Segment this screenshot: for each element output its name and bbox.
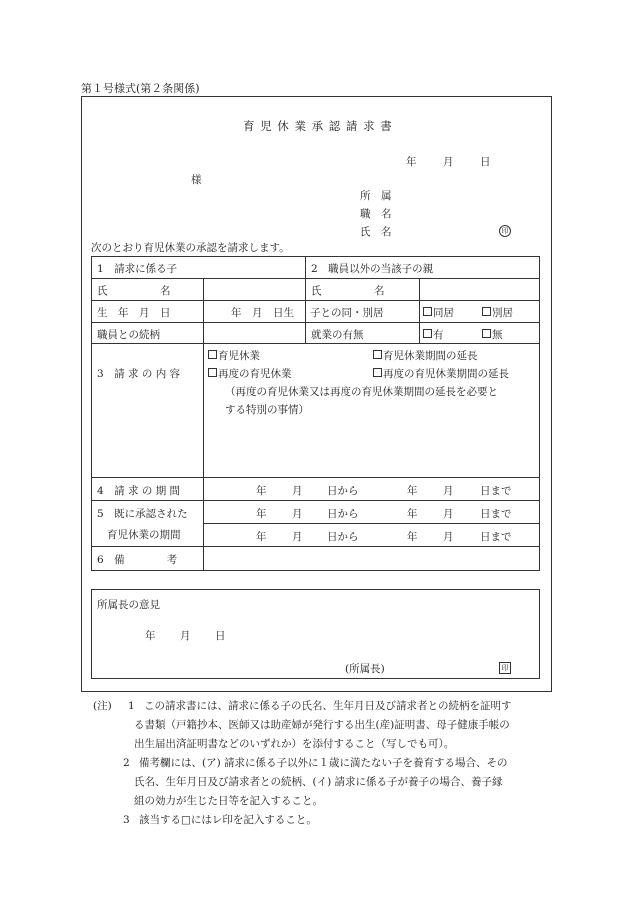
section1-header: 1 請求に係る子 (97, 263, 178, 275)
date-day-label: 日 (480, 156, 491, 168)
note2-number: 2 (123, 757, 130, 769)
checkbox-icon (423, 307, 432, 316)
checkbox-employed-no[interactable]: 無 (482, 327, 503, 342)
approved1-from-year: 年 (256, 508, 267, 520)
relation-label: 職員との続柄 (97, 329, 160, 341)
checkbox-childcare-leave[interactable]: 育児休業 (208, 348, 260, 363)
approved2-from-year: 年 (256, 531, 267, 543)
applicant-seal-mark: 印 (499, 225, 511, 237)
section2-header: 2 職員以外の当該子の親 (311, 263, 434, 275)
note2-line1: 備考欄には、(ア) 請求に係る子以外に１歳に満たない子を養育する場合、その (139, 757, 508, 769)
approved1-from-day: 日から (327, 508, 359, 520)
checkbox-leave-extension[interactable]: 育児休業期間の延長 (373, 348, 478, 363)
approved1-to-month: 月 (443, 508, 454, 520)
note1-line3: 出生届出済証明書などのいずれか）を添付すること（写しでも可）。 (134, 738, 455, 750)
note2-line3: 組の効力が生じた日等を記入すること。 (134, 795, 323, 807)
approved2-to-month: 月 (443, 531, 454, 543)
cohabitation-label: 子との同・別居 (310, 307, 384, 319)
checkbox-icon (482, 329, 491, 338)
note1-line2: る書類（戸籍抄本、医師又は助産婦が発行する出生(産)証明書、母子健康手帳の (134, 719, 510, 731)
approved2-from-day: 日から (327, 531, 359, 543)
approved2-to-day: 日まで (480, 531, 512, 543)
period-to-day: 日まで (480, 485, 512, 497)
note3-number: 3 (123, 814, 130, 826)
section5-label-line1: 5 既に承認された (97, 508, 188, 520)
special-circumstances-line2: する特別の事情） (225, 404, 309, 416)
section6-label: 6 備 考 (97, 554, 178, 566)
checkbox-icon (208, 368, 217, 377)
opinion-date-day: 日 (215, 630, 226, 642)
period-from-day: 日から (327, 485, 359, 497)
approved1-from-month: 月 (292, 508, 303, 520)
period-to-year: 年 (407, 485, 418, 497)
manager-opinion-label: 所属長の意見 (97, 599, 160, 611)
note1-number: 1 (128, 700, 135, 712)
checkbox-employed-yes[interactable]: 有 (423, 327, 444, 342)
position-label: 職 名 (360, 208, 392, 220)
note2-line2: 氏名、生年月日及び請求者との続柄、(イ) 請求に係る子が養子の場合、養子縁 (134, 776, 503, 788)
section3-label: 3 請 求 の 内 容 (97, 368, 181, 380)
child-name-label: 氏 名 (97, 285, 171, 297)
approved2-from-month: 月 (292, 531, 303, 543)
special-circumstances-line1: （再度の育児休業又は再度の育児休業期間の延長を必要と (225, 386, 498, 398)
applicant-name-label: 氏 名 (360, 226, 392, 238)
checkbox-re-childcare-leave[interactable]: 再度の育児休業 (208, 366, 292, 381)
employment-label: 就業の有無 (311, 329, 364, 341)
approved1-to-year: 年 (407, 508, 418, 520)
checkbox-re-leave-extension[interactable]: 再度の育児休業期間の延長 (373, 366, 509, 381)
note1-line1: この請求書には、請求に係る子の氏名、生年月日及び請求者との続柄を証明す (144, 700, 512, 712)
approved2-to-year: 年 (407, 531, 418, 543)
intro-text: 次のとおり育児休業の承認を請求します。 (91, 242, 290, 254)
date-month-label: 月 (443, 156, 454, 168)
period-to-month: 月 (443, 485, 454, 497)
section5-label-line2: 育児休業の期間 (107, 529, 181, 541)
checkbox-icon (373, 350, 382, 359)
addressee-suffix: 様 (191, 174, 202, 186)
opinion-date-year: 年 (145, 630, 156, 642)
period-from-month: 月 (292, 485, 303, 497)
checkbox-icon (208, 350, 217, 359)
notes-marker: (注) (93, 700, 112, 712)
manager-label: (所属長) (345, 663, 385, 675)
checkbox-icon (373, 368, 382, 377)
parent-name-label: 氏 名 (311, 285, 385, 297)
manager-seal-mark: 印 (499, 662, 511, 674)
form-title: 育 児 休 業 承 認 請 求 書 (243, 119, 393, 133)
section4-label: 4 請 求 の 期 間 (97, 485, 181, 497)
approved1-to-day: 日まで (480, 508, 512, 520)
opinion-date-month: 月 (180, 630, 191, 642)
form-number-label: 第１号様式(第２条関係) (81, 82, 200, 95)
date-year-label: 年 (406, 156, 417, 168)
note3-line1: 該当する□にはレ印を記入すること。 (139, 814, 317, 826)
birthdate-label: 生 年 月 日 (97, 307, 171, 319)
affiliation-label: 所 属 (360, 190, 392, 202)
checkbox-icon (423, 329, 432, 338)
period-from-year: 年 (256, 485, 267, 497)
checkbox-icon (482, 307, 491, 316)
checkbox-separate-residence[interactable]: 別居 (482, 305, 513, 320)
checkbox-same-residence[interactable]: 同居 (423, 305, 454, 320)
birthdate-value: 年 月 日生 (231, 307, 294, 319)
